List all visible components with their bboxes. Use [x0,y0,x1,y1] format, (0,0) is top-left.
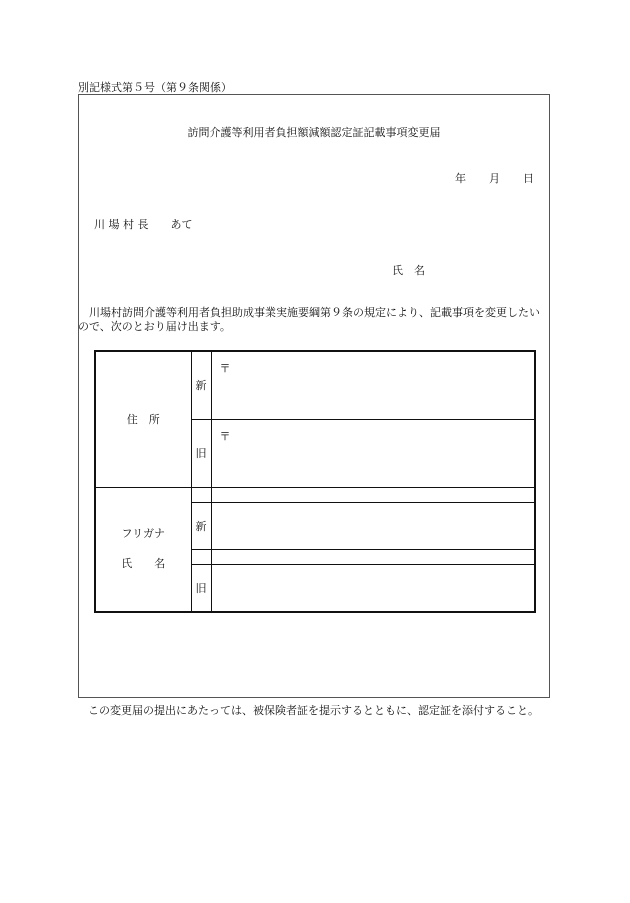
furigana-old-field[interactable] [211,549,535,564]
furigana-new-label-cell [191,487,211,502]
name-new-field[interactable] [211,502,535,549]
furigana-old-label-cell [191,549,211,564]
body-paragraph: 川場村訪問介護等利用者負担助成事業実施要綱第９条の規定により、記載事項を変更したいので、次のとおり届け出ます。 [78,306,540,333]
address-old-label: 旧 [191,419,211,487]
addressee-name: 川 場 村 長 [94,218,149,231]
address-new-label: 新 [191,351,211,419]
name-new-label: 新 [191,502,211,549]
address-new-field[interactable] [211,351,535,419]
addressee [94,216,193,232]
form-title: 訪問介護等利用者負担額減額認定証記載事項変更届 [187,126,441,139]
footnote: この変更届の提出にあたっては、被保険者証を提示するとともに、認定証を添付すること。 [88,704,539,717]
postal-mark-new: 〒 [219,362,231,375]
change-details-table [94,350,536,613]
name-old-field[interactable] [211,564,535,612]
applicant-name-label: 氏 名 [392,264,425,277]
address-label: 住 所 [126,413,160,427]
addressee-suffix: あて [170,218,193,231]
name-label: 氏 名 [121,557,166,571]
furigana-label: フリガナ [121,527,165,541]
date-month-label: 月 [489,172,500,185]
date-day-label: 日 [523,172,534,185]
form-reference: 別記様式第５号（第９条関係） [78,81,232,94]
name-old-label: 旧 [191,564,211,612]
date-year-label: 年 [455,172,466,185]
address-label-cell [95,351,191,487]
postal-mark-old: 〒 [219,429,231,443]
name-label-cell [95,487,191,612]
address-old-field[interactable] [211,419,535,487]
furigana-new-field[interactable] [211,487,535,502]
